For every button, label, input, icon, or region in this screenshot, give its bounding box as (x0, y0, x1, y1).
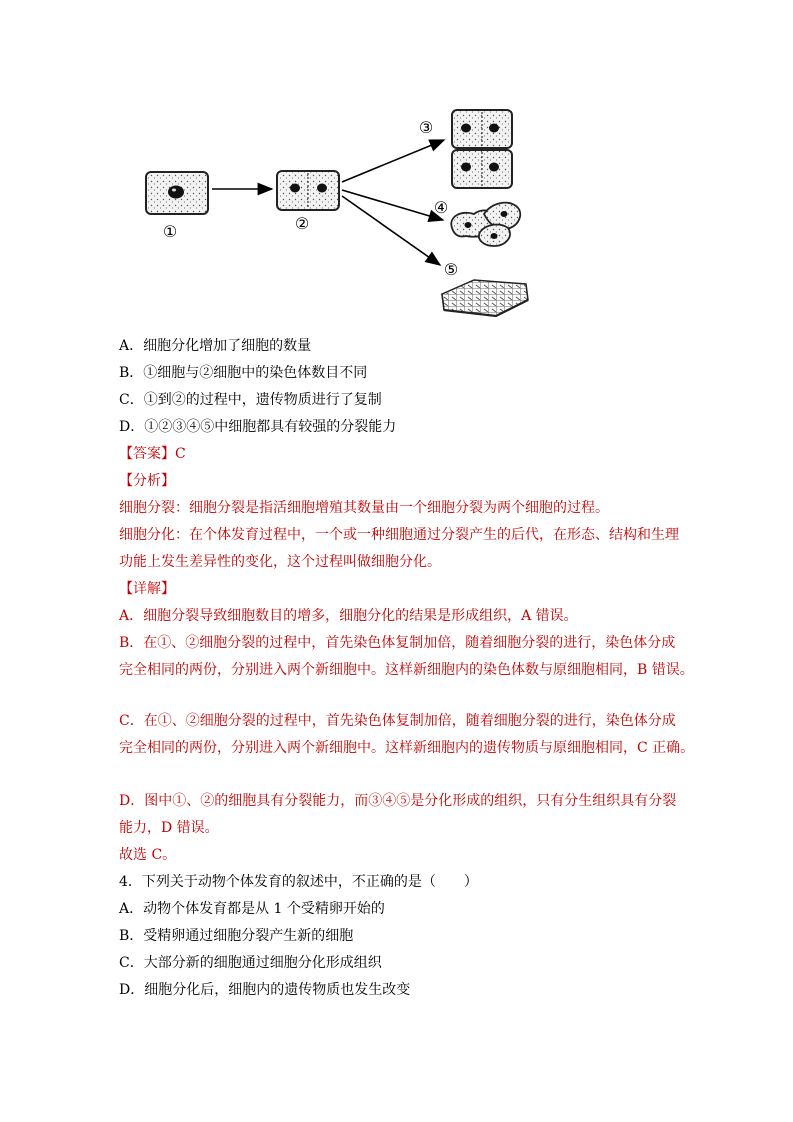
detail-b-line-2: 完全相同的两份，分别进入两个新细胞中。这样新细胞内的染色体数与原细胞相同，B 错误。 (119, 662, 694, 678)
arrow-2-to-5 (342, 196, 440, 265)
question4-option-d: D．细胞分化后，细胞内的遗传物质也发生改变 (119, 982, 411, 998)
cell-diagram (0, 0, 793, 330)
question4-option-c: C．大部分新的细胞通过细胞分化形成组织 (119, 955, 382, 971)
detail-d-line-1: D．图中①、②的细胞具有分裂能力，而③④⑤是分化形成的组织，只有分生组织具有分裂 (119, 793, 677, 809)
analysis-heading: 【分析】 (119, 473, 175, 489)
option-a: A．细胞分化增加了细胞的数量 (119, 338, 312, 354)
analysis-line-2: 细胞分化：在个体发育过程中，一个或一种细胞通过分裂产生的后代，在形态、结构和生理 (119, 527, 679, 543)
arrow-2-to-4 (342, 190, 443, 220)
answer-tag: 【答案】 (119, 446, 175, 462)
cell-group-three (452, 110, 512, 188)
option-c: C．①到②的过程中，遗传物质进行了复制 (119, 392, 382, 408)
cell-group-five (442, 280, 528, 316)
question4-option-a: A．动物个体发育都是从 1 个受精卵开始的 (119, 901, 385, 917)
label-five: ⑤ (443, 260, 459, 279)
detail-c-line-1: C．在①、②细胞分裂的过程中，首先染色体复制加倍，随着细胞分裂的进行，染色体分成 (119, 713, 676, 729)
label-one: ① (162, 222, 178, 241)
arrow-2-to-3 (342, 140, 444, 182)
cell-one (146, 172, 208, 214)
label-two: ② (294, 214, 310, 233)
detail-d-line-2: 能力，D 错误。 (119, 820, 219, 836)
cell-two (277, 171, 339, 210)
analysis-line-1: 细胞分裂：细胞分裂是指活细胞增殖其数量由一个细胞分裂为两个细胞的过程。 (119, 500, 609, 516)
analysis-line-3: 功能上发生差异性的变化，这个过程叫做细胞分化。 (119, 554, 441, 570)
question4-stem: 4．下列关于动物个体发育的叙述中，不正确的是（ ） (119, 874, 478, 890)
option-d: D．①②③④⑤中细胞都具有较强的分裂能力 (119, 419, 397, 435)
detail-b-line-1: B．在①、②细胞分裂的过程中，首先染色体复制加倍，随着细胞分裂的进行，染色体分成 (119, 635, 676, 651)
detail-heading: 【详解】 (119, 581, 175, 597)
detail-conclusion: 故选 C。 (119, 847, 177, 863)
label-four: ④ (433, 198, 449, 217)
answer-value: C (175, 446, 186, 462)
detail-a: A．细胞分裂导致细胞数目的增多，细胞分化的结果是形成组织，A 错误。 (119, 608, 578, 624)
detail-c-line-2: 完全相同的两份，分别进入两个新细胞中。这样新细胞内的遗传物质与原细胞相同，C 正确。 (119, 740, 695, 756)
label-three: ③ (418, 118, 434, 137)
option-b: B．①细胞与②细胞中的染色体数目不同 (119, 365, 368, 381)
answer-line (119, 445, 186, 463)
question4-option-b: B．受精卵通过细胞分裂产生新的细胞 (119, 928, 354, 944)
cell-group-four (451, 203, 520, 246)
